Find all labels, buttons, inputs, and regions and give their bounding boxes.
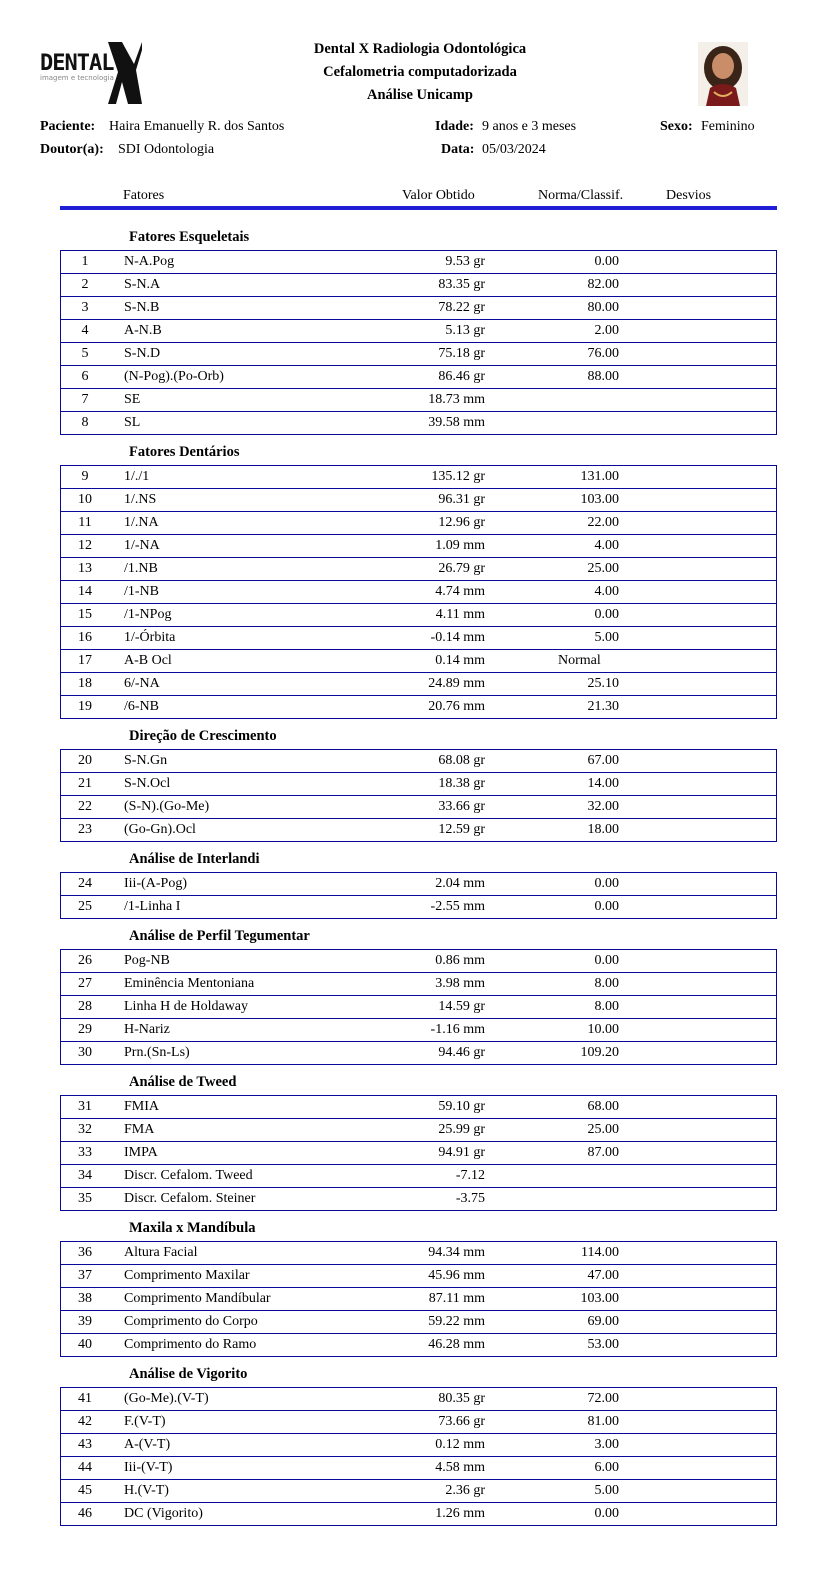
factor-name: Altura Facial xyxy=(124,1245,198,1260)
norm-value: 10.00 xyxy=(587,1022,619,1037)
row-number: 25 xyxy=(78,899,92,914)
factor-sections xyxy=(60,224,777,1530)
obtained-value: 9.53 gr xyxy=(445,254,485,269)
factor-name: F.(V-T) xyxy=(124,1414,166,1429)
row-number: 42 xyxy=(78,1414,92,1429)
doctor-name: SDI Odontologia xyxy=(118,142,215,157)
norm-value: 69.00 xyxy=(587,1314,619,1329)
table-row xyxy=(61,950,776,973)
obtained-value: 94.46 gr xyxy=(438,1045,485,1060)
row-number: 8 xyxy=(81,415,89,430)
norm-value: 0.00 xyxy=(594,1506,619,1521)
row-number: 19 xyxy=(78,699,92,714)
row-number: 43 xyxy=(78,1437,92,1452)
row-number: 27 xyxy=(78,976,92,991)
row-number: 18 xyxy=(78,676,92,691)
factor-name: Linha H de Holdaway xyxy=(124,999,249,1014)
row-number: 46 xyxy=(78,1506,92,1521)
factor-name: /1-NB xyxy=(124,584,159,599)
section xyxy=(60,439,777,719)
row-number: 11 xyxy=(78,515,92,530)
table-row xyxy=(61,673,776,696)
table-row xyxy=(61,412,776,435)
factor-name: 6/-NA xyxy=(124,676,160,691)
table-row xyxy=(61,1480,776,1503)
table-row xyxy=(61,819,776,842)
obtained-value: 73.66 gr xyxy=(438,1414,485,1429)
norm-value: 21.30 xyxy=(587,699,619,714)
row-number: 6 xyxy=(81,369,89,384)
obtained-value: 59.22 mm xyxy=(428,1314,485,1329)
obtained-value: 96.31 gr xyxy=(438,492,485,507)
norm-value: 25.00 xyxy=(587,561,619,576)
obtained-value: 5.13 gr xyxy=(445,323,485,338)
factor-name: (Go-Gn).Ocl xyxy=(124,822,196,837)
factor-name: A-N.B xyxy=(124,323,162,338)
row-number: 30 xyxy=(78,1045,92,1060)
table-row xyxy=(61,1265,776,1288)
norm-value: 6.00 xyxy=(594,1460,619,1475)
obtained-value: 46.28 mm xyxy=(428,1337,485,1352)
table-row xyxy=(61,558,776,581)
factor-name: Comprimento Maxilar xyxy=(124,1268,250,1283)
obtained-value: 0.14 mm xyxy=(435,653,485,668)
table-row xyxy=(61,1119,776,1142)
norm-value: 2.00 xyxy=(594,323,619,338)
norm-value: 0.00 xyxy=(594,876,619,891)
factor-table xyxy=(60,872,777,919)
obtained-value: 18.38 gr xyxy=(438,776,485,791)
table-row xyxy=(61,1388,776,1411)
factor-name: S-N.D xyxy=(124,346,161,361)
obtained-value: 24.89 mm xyxy=(428,676,485,691)
row-number: 40 xyxy=(78,1337,92,1352)
factor-name: Comprimento do Corpo xyxy=(124,1314,258,1329)
patient-photo xyxy=(698,42,748,106)
table-row xyxy=(61,1411,776,1434)
norm-value: 4.00 xyxy=(594,538,619,553)
norm-value: 5.00 xyxy=(594,630,619,645)
table-row xyxy=(61,1165,776,1188)
table-row xyxy=(61,1096,776,1119)
obtained-value: 80.35 gr xyxy=(438,1391,485,1406)
row-number: 29 xyxy=(78,1022,92,1037)
factor-name: 1/.NA xyxy=(124,515,159,530)
norm-value: 0.00 xyxy=(594,254,619,269)
factor-name: (N-Pog).(Po-Orb) xyxy=(124,369,224,384)
row-number: 26 xyxy=(78,953,92,968)
table-row xyxy=(61,973,776,996)
factor-name: Iii-(A-Pog) xyxy=(124,876,187,891)
age-label: Idade: xyxy=(435,119,474,134)
svg-text:DENTAL: DENTAL xyxy=(40,51,114,76)
factor-name: S-N.A xyxy=(124,277,161,292)
table-row xyxy=(61,297,776,320)
norm-value: 76.00 xyxy=(587,346,619,361)
factor-name: N-A.Pog xyxy=(124,254,175,269)
norm-value: 81.00 xyxy=(587,1414,619,1429)
obtained-value: 94.91 gr xyxy=(438,1145,485,1160)
table-row xyxy=(61,796,776,819)
row-number: 41 xyxy=(78,1391,92,1406)
sex-label: Sexo: xyxy=(660,119,693,134)
section-title: Maxila x Mandíbula xyxy=(129,1220,256,1236)
norm-value: 0.00 xyxy=(594,899,619,914)
factor-name: (S-N).(Go-Me) xyxy=(124,799,210,814)
obtained-value: 1.26 mm xyxy=(435,1506,485,1521)
obtained-value: 1.09 mm xyxy=(435,538,485,553)
section-title: Análise de Tweed xyxy=(129,1074,237,1090)
obtained-value: 45.96 mm xyxy=(428,1268,485,1283)
table-row xyxy=(61,389,776,412)
table-row xyxy=(61,1188,776,1211)
factor-name: H.(V-T) xyxy=(124,1483,169,1498)
column-header-valor: Valor Obtido xyxy=(402,188,475,203)
factor-name: A-(V-T) xyxy=(124,1437,171,1452)
factor-name: IMPA xyxy=(124,1145,158,1160)
obtained-value: -1.16 mm xyxy=(430,1022,485,1037)
table-row xyxy=(61,1503,776,1526)
norm-value: Normal xyxy=(558,653,601,668)
section-title: Análise de Perfil Tegumentar xyxy=(129,928,310,944)
factor-name: SE xyxy=(124,392,141,407)
row-number: 23 xyxy=(78,822,92,837)
table-row xyxy=(61,1311,776,1334)
factor-table xyxy=(60,465,777,719)
factor-name: Iii-(V-T) xyxy=(124,1460,173,1475)
table-row xyxy=(61,1242,776,1265)
norm-value: 80.00 xyxy=(587,300,619,315)
table-row xyxy=(61,1288,776,1311)
table-row xyxy=(61,535,776,558)
norm-value: 32.00 xyxy=(587,799,619,814)
table-row xyxy=(61,604,776,627)
table-row xyxy=(61,1334,776,1357)
norm-value: 88.00 xyxy=(587,369,619,384)
factor-name: Eminência Mentoniana xyxy=(124,976,255,991)
factor-name: A-B Ocl xyxy=(124,653,172,668)
row-number: 14 xyxy=(78,584,92,599)
svg-text:imagem e tecnologia: imagem e tecnologia xyxy=(40,74,114,82)
factor-name: 1/-Órbita xyxy=(124,630,176,645)
row-number: 36 xyxy=(78,1245,92,1260)
norm-value: 4.00 xyxy=(594,584,619,599)
row-number: 28 xyxy=(78,999,92,1014)
table-row xyxy=(61,320,776,343)
norm-value: 131.00 xyxy=(580,469,619,484)
table-row xyxy=(61,1457,776,1480)
lab-title: Dental X Radiologia Odontológica xyxy=(313,41,527,57)
factor-name: S-N.B xyxy=(124,300,160,315)
factor-name: Comprimento do Ramo xyxy=(124,1337,257,1352)
row-number: 45 xyxy=(78,1483,92,1498)
obtained-value: -7.12 xyxy=(455,1168,485,1183)
table-row xyxy=(61,627,776,650)
dental-x-logo xyxy=(38,40,142,106)
factor-table xyxy=(60,1095,777,1211)
norm-value: 87.00 xyxy=(587,1145,619,1160)
row-number: 13 xyxy=(78,561,92,576)
table-row xyxy=(61,773,776,796)
row-number: 34 xyxy=(78,1168,92,1183)
obtained-value: 68.08 gr xyxy=(438,753,485,768)
factor-table xyxy=(60,250,777,435)
obtained-value: 26.79 gr xyxy=(438,561,485,576)
norm-value: 0.00 xyxy=(594,953,619,968)
factor-name: /1.NB xyxy=(124,561,158,576)
table-row xyxy=(61,251,776,274)
table-row xyxy=(61,1042,776,1065)
norm-value: 25.10 xyxy=(587,676,619,691)
section-title: Fatores Esqueletais xyxy=(129,229,250,245)
column-header-desvios: Desvios xyxy=(666,188,712,203)
row-number: 1 xyxy=(81,254,89,269)
norm-value: 47.00 xyxy=(587,1268,619,1283)
factor-name: 1/.NS xyxy=(124,492,157,507)
norm-value: 53.00 xyxy=(587,1337,619,1352)
section-title: Análise de Interlandi xyxy=(129,851,260,867)
factor-name: /6-NB xyxy=(124,699,159,714)
factor-name: S-N.Gn xyxy=(124,753,168,768)
obtained-value: 4.11 mm xyxy=(435,607,485,622)
table-row xyxy=(61,750,776,773)
section xyxy=(60,1069,777,1211)
obtained-value: 39.58 mm xyxy=(428,415,485,430)
row-number: 35 xyxy=(78,1191,92,1206)
norm-value: 22.00 xyxy=(587,515,619,530)
obtained-value: 87.11 mm xyxy=(428,1291,485,1306)
norm-value: 18.00 xyxy=(587,822,619,837)
row-number: 16 xyxy=(78,630,92,645)
factor-name: Comprimento Mandíbular xyxy=(124,1291,271,1306)
factor-table xyxy=(60,1241,777,1357)
row-number: 3 xyxy=(81,300,89,315)
norm-value: 0.00 xyxy=(594,607,619,622)
obtained-value: 2.04 mm xyxy=(435,876,485,891)
row-number: 22 xyxy=(78,799,92,814)
table-row xyxy=(61,650,776,673)
row-number: 10 xyxy=(78,492,92,507)
factor-name: /1-NPog xyxy=(124,607,172,622)
row-number: 24 xyxy=(78,876,92,891)
table-row xyxy=(61,873,776,896)
norm-value: 67.00 xyxy=(587,753,619,768)
factor-table xyxy=(60,949,777,1065)
factor-name: S-N.Ocl xyxy=(124,776,171,791)
row-number: 39 xyxy=(78,1314,92,1329)
row-number: 37 xyxy=(78,1268,92,1283)
norm-value: 103.00 xyxy=(580,1291,619,1306)
factor-name: FMIA xyxy=(124,1099,160,1114)
obtained-value: 33.66 gr xyxy=(438,799,485,814)
factor-name: Discr. Cefalom. Tweed xyxy=(124,1168,253,1183)
obtained-value: 2.36 gr xyxy=(445,1483,485,1498)
row-number: 38 xyxy=(78,1291,92,1306)
section xyxy=(60,923,777,1065)
obtained-value: 78.22 gr xyxy=(438,300,485,315)
table-row xyxy=(61,466,776,489)
row-number: 15 xyxy=(78,607,92,622)
factor-name: DC (Vigorito) xyxy=(124,1506,203,1521)
obtained-value: 0.86 mm xyxy=(435,953,485,968)
obtained-value: 135.12 gr xyxy=(431,469,485,484)
norm-value: 14.00 xyxy=(587,776,619,791)
section-title: Fatores Dentários xyxy=(129,444,240,460)
obtained-value: 12.59 gr xyxy=(438,822,485,837)
obtained-value: 83.35 gr xyxy=(438,277,485,292)
obtained-value: 25.99 gr xyxy=(438,1122,485,1137)
obtained-value: -3.75 xyxy=(455,1191,485,1206)
row-number: 33 xyxy=(78,1145,92,1160)
row-number: 4 xyxy=(81,323,89,338)
factor-name: H-Nariz xyxy=(124,1022,170,1037)
obtained-value: 20.76 mm xyxy=(428,699,485,714)
norm-value: 8.00 xyxy=(594,999,619,1014)
obtained-value: 12.96 gr xyxy=(438,515,485,530)
section-title: Análise de Vigorito xyxy=(129,1366,248,1382)
norm-value: 103.00 xyxy=(580,492,619,507)
factor-name: /1-Linha I xyxy=(124,899,181,914)
row-number: 32 xyxy=(78,1122,92,1137)
column-header-norma: Norma/Classif. xyxy=(538,188,624,203)
table-row xyxy=(61,512,776,535)
section xyxy=(60,224,777,435)
row-number: 21 xyxy=(78,776,92,791)
patient-name: Haira Emanuelly R. dos Santos xyxy=(109,119,285,134)
row-number: 31 xyxy=(78,1099,92,1114)
norm-value: 109.20 xyxy=(580,1045,619,1060)
analysis-title: Análise Unicamp xyxy=(367,87,473,103)
section-title: Direção de Crescimento xyxy=(129,728,277,744)
date-label: Data: xyxy=(441,142,475,157)
factor-table xyxy=(60,749,777,842)
factor-name: 1/-NA xyxy=(124,538,160,553)
row-number: 9 xyxy=(81,469,89,484)
obtained-value: 0.12 mm xyxy=(435,1437,485,1452)
obtained-value: 59.10 gr xyxy=(438,1099,485,1114)
obtained-value: 18.73 mm xyxy=(428,392,485,407)
table-row xyxy=(61,366,776,389)
table-row xyxy=(61,581,776,604)
column-header-fatores: Fatores xyxy=(123,188,165,203)
age-value: 9 anos e 3 meses xyxy=(482,119,577,134)
table-row xyxy=(61,343,776,366)
norm-value: 3.00 xyxy=(594,1437,619,1452)
row-number: 20 xyxy=(78,753,92,768)
factor-name: (Go-Me).(V-T) xyxy=(124,1391,209,1406)
section xyxy=(60,1361,777,1526)
norm-value: 8.00 xyxy=(594,976,619,991)
table-row xyxy=(61,489,776,512)
table-row xyxy=(61,1019,776,1042)
row-number: 2 xyxy=(81,277,89,292)
report-header xyxy=(0,0,840,210)
table-row xyxy=(61,696,776,719)
report-subtitle: Cefalometria computadorizada xyxy=(323,64,517,80)
row-number: 44 xyxy=(78,1460,92,1475)
table-row xyxy=(61,1434,776,1457)
row-number: 12 xyxy=(78,538,92,553)
norm-value: 72.00 xyxy=(587,1391,619,1406)
factor-name: Prn.(Sn-Ls) xyxy=(124,1045,190,1060)
obtained-value: 14.59 gr xyxy=(438,999,485,1014)
section xyxy=(60,1215,777,1357)
obtained-value: 4.74 mm xyxy=(435,584,485,599)
patient-label: Paciente: xyxy=(40,119,96,134)
factor-name: 1/./1 xyxy=(124,469,150,484)
obtained-value: 86.46 gr xyxy=(438,369,485,384)
factor-name: SL xyxy=(124,415,141,430)
norm-value: 114.00 xyxy=(581,1245,619,1260)
table-row xyxy=(61,996,776,1019)
section xyxy=(60,723,777,842)
factor-name: Discr. Cefalom. Steiner xyxy=(124,1191,256,1206)
factor-name: Pog-NB xyxy=(124,953,170,968)
factor-table xyxy=(60,1387,777,1526)
date-value: 05/03/2024 xyxy=(482,142,546,157)
norm-value: 68.00 xyxy=(587,1099,619,1114)
obtained-value: -2.55 mm xyxy=(430,899,485,914)
header-rule xyxy=(60,206,777,210)
row-number: 5 xyxy=(81,346,89,361)
row-number: 7 xyxy=(81,392,89,407)
norm-value: 82.00 xyxy=(587,277,619,292)
obtained-value: -0.14 mm xyxy=(430,630,485,645)
obtained-value: 94.34 mm xyxy=(428,1245,485,1260)
sex-value: Feminino xyxy=(701,119,755,134)
obtained-value: 3.98 mm xyxy=(435,976,485,991)
table-row xyxy=(61,1142,776,1165)
table-row xyxy=(61,896,776,919)
obtained-value: 75.18 gr xyxy=(438,346,485,361)
factor-name: FMA xyxy=(124,1122,155,1137)
norm-value: 5.00 xyxy=(594,1483,619,1498)
doctor-label: Doutor(a): xyxy=(40,142,104,157)
section xyxy=(60,846,777,919)
obtained-value: 4.58 mm xyxy=(435,1460,485,1475)
norm-value: 25.00 xyxy=(587,1122,619,1137)
row-number: 17 xyxy=(78,653,92,668)
table-row xyxy=(61,274,776,297)
